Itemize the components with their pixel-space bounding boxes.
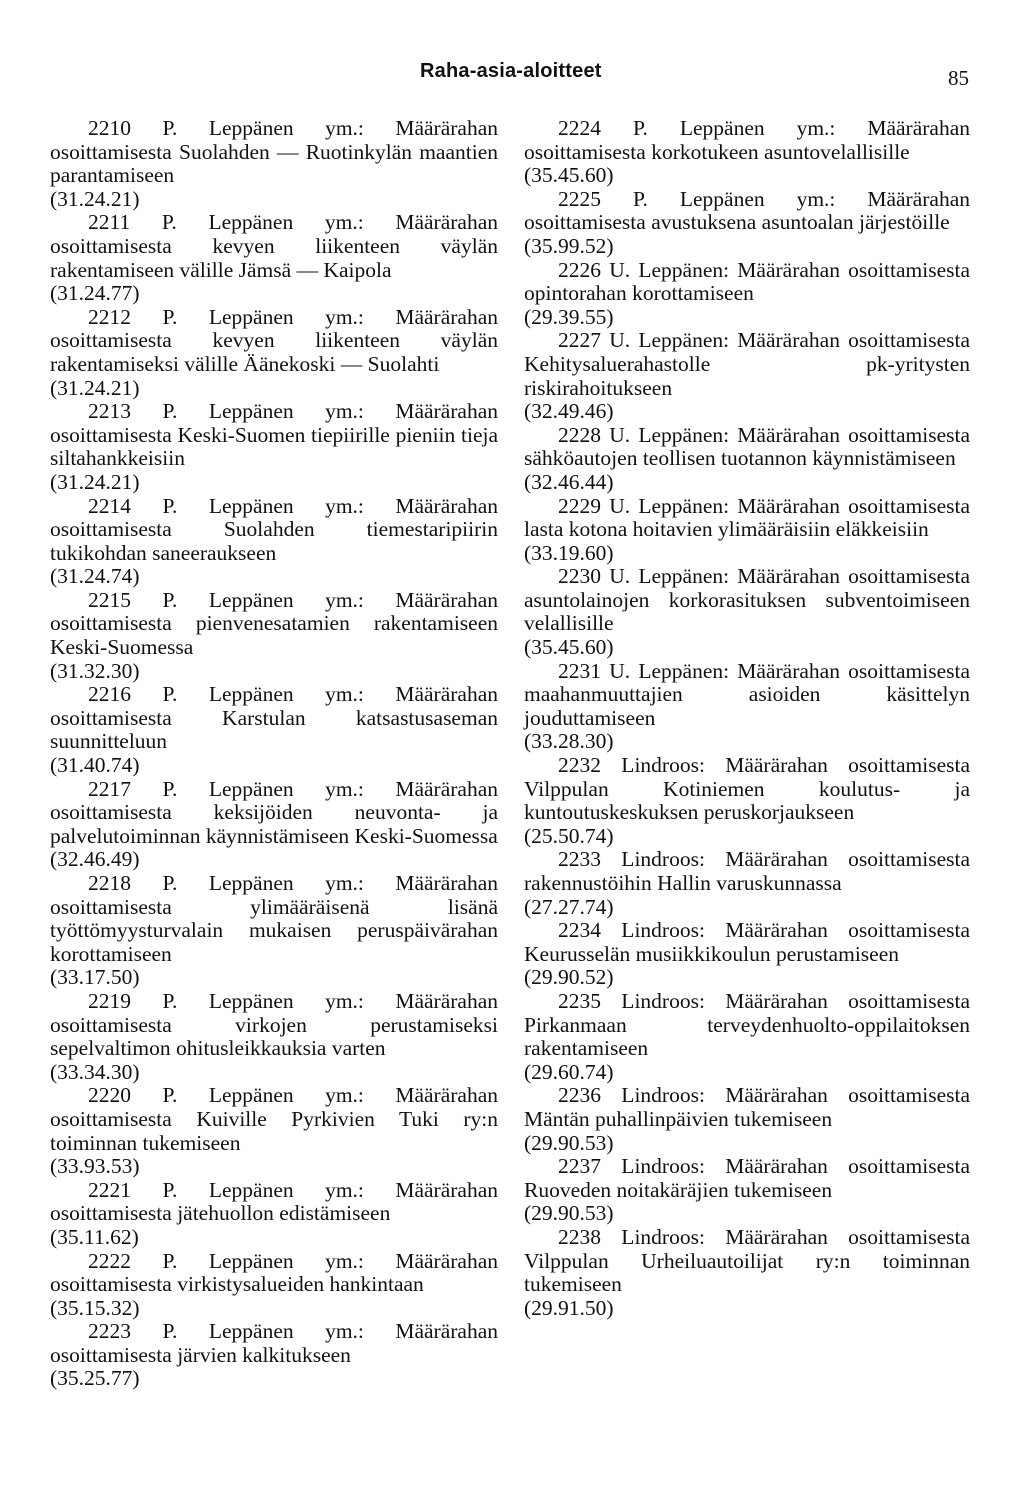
motion-text: 2238 Lindroos: Määrärahan osoittamisesta Vilppulan Urheiluautoilijat ry:n toiminnan tukemiseen — [524, 1224, 970, 1297]
motion-entry — [50, 778, 498, 872]
budget-item-code: (31.24.21) — [50, 186, 140, 211]
budget-item-code: (31.24.21) — [50, 469, 140, 494]
budget-item-code: (31.24.21) — [50, 375, 140, 400]
budget-item-code: (29.90.52) — [524, 965, 614, 990]
motion-entry — [524, 424, 970, 495]
motion-text: 2210 P. Leppänen ym.: Määrärahan osoittamisesta Suolahden — Ruotinkylän maantien parantamiseen — [50, 116, 498, 188]
motion-text: 2211 P. Leppänen ym.: Määrärahan osoittamisesta kevyen liikenteen väylän rakentamiseen välille Jämsä — Kaipola — [50, 210, 498, 282]
budget-item-code: (29.91.50) — [524, 1295, 614, 1320]
budget-item-code: (35.15.32) — [50, 1295, 140, 1320]
motion-text: 2234 Lindroos: Määrärahan osoittamisesta Keurusselän musiikkikoulun perustamiseen — [524, 918, 970, 966]
page-number: 85 — [948, 66, 969, 90]
motion-text: 2217 P. Leppänen ym.: Määrärahan osoittamisesta keksijöiden neuvonta- ja palvelutoiminnan käynnistämiseen Keski-Suomessa — [50, 776, 498, 848]
motion-entry — [524, 1226, 970, 1320]
budget-item-code: (29.90.53) — [524, 1201, 614, 1226]
motion-entry — [50, 872, 498, 990]
budget-item-code: (31.32.30) — [50, 658, 140, 683]
motion-entry — [50, 1250, 498, 1321]
budget-item-code: (35.25.77) — [50, 1366, 140, 1391]
motion-text: 2231 U. Leppänen: Määrärahan osoittamisesta maahanmuuttajien asioiden käsittelyn jouduttamiseen — [524, 658, 970, 730]
motion-text: 2232 Lindroos: Määrärahan osoittamisesta Vilppulan Kotiniemen koulutus- ja kuntoutuskeskuksen peruskorjaukseen — [524, 753, 970, 825]
motion-text: 2230 U. Leppänen: Määrärahan osoittamisesta asuntolainojen korkorasituksen subventoimiseen velallisille — [524, 564, 970, 636]
motion-entry — [524, 990, 970, 1084]
motion-text: 2237 Lindroos: Määrärahan osoittamisesta Ruoveden noitakäräjien tukemiseen — [524, 1154, 970, 1202]
budget-item-code: (29.39.55) — [524, 304, 614, 329]
budget-item-code: (35.11.62) — [50, 1224, 139, 1249]
motion-text: 2215 P. Leppänen ym.: Määrärahan osoittamisesta pienvenesatamien rakentamiseen Keski-Suomessa — [50, 587, 498, 660]
motion-text: 2223 P. Leppänen ym.: Määrärahan osoittamisesta järvien kalkitukseen — [50, 1319, 498, 1367]
motion-text: 2227 U. Leppänen: Määrärahan osoittamisesta Kehitysaluerahastolle pk-yritysten riskirahoitukseen — [524, 328, 970, 400]
motion-entry — [524, 919, 970, 990]
left-column — [50, 117, 498, 1391]
motion-text: 2233 Lindroos: Määrärahan osoittamisesta rakennustöihin Hallin varuskunnassa — [524, 847, 970, 895]
budget-item-code: (35.99.52) — [524, 233, 614, 258]
motion-text: 2214 P. Leppänen ym.: Määrärahan osoittamisesta Suolahden tiemestaripiirin tukikohdan saneeraukseen — [50, 493, 498, 565]
motion-entry — [50, 1179, 498, 1250]
motion-text: 2213 P. Leppänen ym.: Määrärahan osoittamisesta Keski-Suomen tiepiirille pieniin tieja siltahankkeisiin — [50, 399, 498, 471]
budget-item-code: (33.19.60) — [524, 540, 614, 565]
budget-item-code: (31.24.74) — [50, 564, 140, 589]
budget-item-code: (32.49.46) — [524, 399, 614, 424]
motion-entry — [50, 1320, 498, 1391]
motion-entry — [524, 754, 970, 848]
motion-entry — [50, 306, 498, 400]
motion-text: 2235 Lindroos: Määrärahan osoittamisesta Pirkanmaan terveydenhuolto-oppilaitoksen rakentamiseen — [524, 988, 970, 1061]
motion-entry — [524, 1084, 970, 1155]
motion-entry — [50, 683, 498, 777]
motion-entry — [524, 259, 970, 330]
budget-item-code: (35.45.60) — [524, 163, 614, 188]
motion-text: 2218 P. Leppänen ym.: Määrärahan osoittamisesta ylimääräisenä lisänä työttömyysturvalain mukaisen peruspäivärahan korottamiseen — [50, 871, 498, 966]
budget-item-code: (31.40.74) — [50, 753, 140, 778]
motion-entry — [524, 495, 970, 566]
motion-entry — [524, 848, 970, 919]
budget-item-code: (33.28.30) — [524, 729, 614, 754]
motion-entry — [50, 990, 498, 1084]
motion-entry — [50, 589, 498, 683]
motion-entry — [50, 211, 498, 305]
motion-entry — [50, 117, 498, 211]
running-title: Raha-asia-aloitteet — [420, 60, 602, 82]
right-column — [524, 117, 970, 1320]
budget-item-code: (33.93.53) — [50, 1154, 140, 1179]
budget-item-code: (32.46.49) — [50, 847, 140, 872]
budget-item-code: (27.27.74) — [524, 894, 614, 919]
budget-item-code: (29.90.53) — [524, 1130, 614, 1155]
motion-text: 2224 P. Leppänen ym.: Määrärahan osoittamisesta korkotukeen asuntovelallisille — [524, 116, 970, 164]
motion-text: 2220 P. Leppänen ym.: Määrärahan osoittamisesta Kuiville Pyrkivien Tuki ry:n toiminnan tukemiseen — [50, 1083, 498, 1155]
motion-text: 2212 P. Leppänen ym.: Määrärahan osoittamisesta kevyen liikenteen väylän rakentamiseksi välille Äänekoski — Suolahti — [50, 304, 498, 376]
motion-text: 2226 U. Leppänen: Määrärahan osoittamisesta opintorahan korottamiseen — [524, 257, 970, 306]
motion-text: 2221 P. Leppänen ym.: Määrärahan osoittamisesta jätehuollon edistämiseen — [50, 1177, 498, 1226]
budget-item-code: (32.46.44) — [524, 469, 614, 494]
motion-text: 2222 P. Leppänen ym.: Määrärahan osoittamisesta virkistysalueiden hankintaan — [50, 1248, 498, 1297]
motion-text: 2229 U. Leppänen: Määrärahan osoittamisesta lasta kotona hoitavien ylimääräisiin eläkkeisiin — [524, 493, 970, 542]
motion-entry — [524, 660, 970, 754]
motion-entry — [524, 188, 970, 259]
budget-item-code: (25.50.74) — [524, 823, 614, 848]
motion-entry — [50, 1084, 498, 1178]
budget-item-code: (29.60.74) — [524, 1059, 614, 1084]
motion-entry — [50, 495, 498, 589]
budget-item-code: (33.34.30) — [50, 1059, 140, 1084]
running-header — [0, 60, 1024, 90]
budget-item-code: (33.17.50) — [50, 965, 140, 990]
budget-item-code: (31.24.77) — [50, 281, 140, 306]
motion-entry — [50, 400, 498, 494]
motion-text: 2236 Lindroos: Määrärahan osoittamisesta Mäntän puhallinpäivien tukemiseen — [524, 1083, 970, 1131]
motion-entry — [524, 329, 970, 423]
budget-item-code: (35.45.60) — [524, 635, 614, 660]
motion-entry — [524, 1155, 970, 1226]
motion-text: 2225 P. Leppänen ym.: Määrärahan osoittamisesta avustuksena asuntoalan järjestöille — [524, 186, 970, 235]
motion-text: 2219 P. Leppänen ym.: Määrärahan osoittamisesta virkojen perustamiseksi sepelvaltimon ohitusleikkauksia varten — [50, 988, 498, 1061]
motion-entry — [524, 565, 970, 659]
motion-text: 2228 U. Leppänen: Määrärahan osoittamisesta sähköautojen teollisen tuotannon käynnistämiseen — [524, 422, 970, 471]
motion-text: 2216 P. Leppänen ym.: Määrärahan osoittamisesta Karstulan katsastusaseman suunnitteluun — [50, 682, 498, 754]
motion-entry — [524, 117, 970, 188]
